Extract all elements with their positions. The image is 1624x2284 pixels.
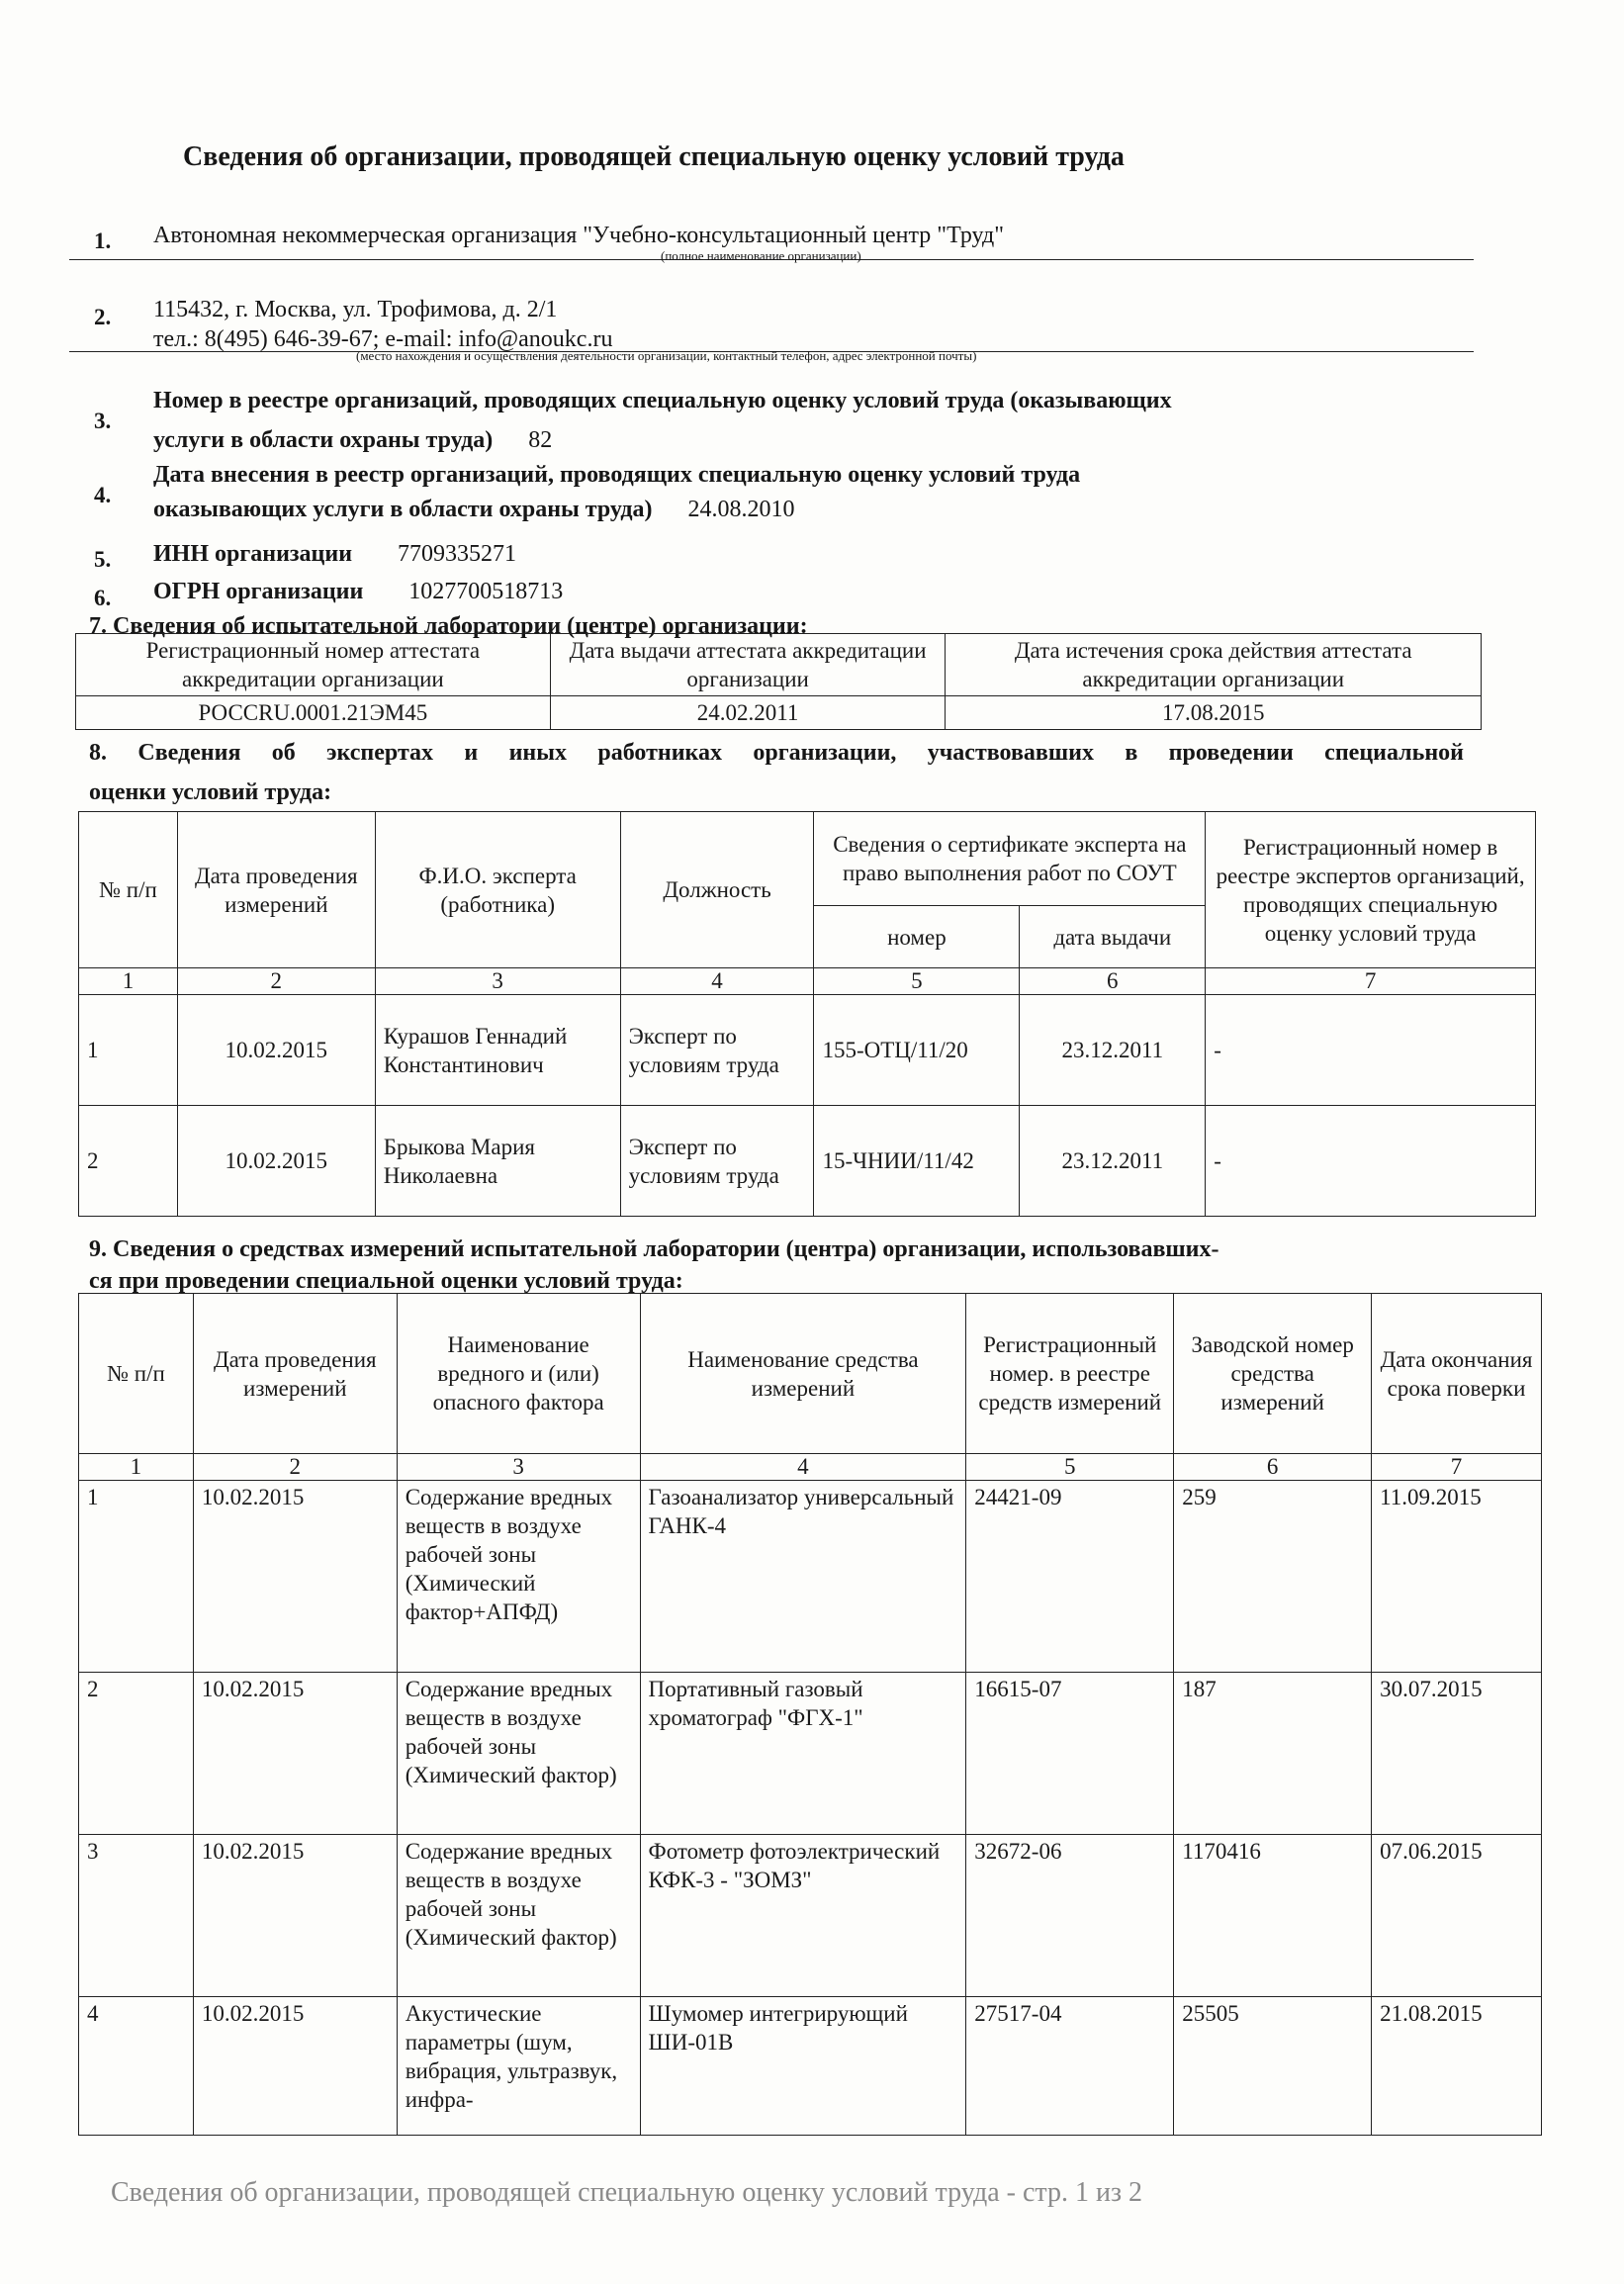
ogrn-label: ОГРН организации — [153, 579, 364, 604]
header-num: № п/п — [79, 1294, 194, 1454]
section-9-heading-line2: ся при проведении специальной оценки условий труда: — [89, 1268, 683, 1294]
document-title: Сведения об организации, проводящей специальную оценку условий труда — [183, 141, 1125, 172]
col-num: 1 — [79, 968, 178, 995]
instrument-registry-number: 24421-09 — [966, 1481, 1174, 1673]
section-8-heading-line1: 8. Сведения об экспертах и иных работниках организации, участвовавших в проведении специальной — [89, 740, 1464, 766]
expert-registry-number: - — [1206, 1106, 1536, 1217]
item-3-label-line2: услуги в области охраны труда) — [153, 427, 494, 453]
instrument-verification-date: 07.06.2015 — [1372, 1835, 1542, 1997]
instrument-name: Портативный газовый хроматограф "ФГХ-1" — [640, 1673, 966, 1835]
measuring-instruments-table — [78, 1293, 1542, 2136]
item-2-caption: (место нахождения и осуществления деятельности организации, контактный телефон, адрес электронной почты) — [356, 348, 977, 363]
header-certificate-date: дата выдачи — [1020, 906, 1206, 968]
organization-address: 115432, г. Москва, ул. Трофимова, д. 2/1 — [153, 297, 558, 322]
header-accreditation-number: Регистрационный номер аттестата аккредитации организации — [76, 634, 551, 696]
col-num: 7 — [1372, 1454, 1542, 1481]
header-num: № п/п — [79, 812, 178, 968]
expert-position: Эксперт по условиям труда — [620, 995, 814, 1106]
organization-contacts: тел.: 8(495) 646-39-67; e-mail: info@anoukc.ru — [153, 326, 613, 352]
item-5-number: 5. — [94, 547, 112, 572]
header-instrument: Наименование средства измерений — [640, 1294, 966, 1454]
instrument-serial-number: 1170416 — [1174, 1835, 1372, 1997]
instrument-serial-number: 259 — [1174, 1481, 1372, 1673]
expert-name: Брыкова Мария Николаевна — [375, 1106, 620, 1217]
header-position: Должность — [620, 812, 814, 968]
instrument-registry-number: 27517-04 — [966, 1997, 1174, 2136]
expert-position: Эксперт по условиям труда — [620, 1106, 814, 1217]
item-2-number: 2. — [94, 305, 112, 329]
instrument-serial-number: 187 — [1174, 1673, 1372, 1835]
inn-value: 7709335271 — [398, 541, 517, 567]
page-footer: Сведения об организации, проводящей специальную оценку условий труда - стр. 1 из 2 — [111, 2177, 1142, 2208]
col-num: 6 — [1174, 1454, 1372, 1481]
instrument-verification-date: 30.07.2015 — [1372, 1673, 1542, 1835]
col-num: 3 — [375, 968, 620, 995]
section-9-heading-line1: 9. Сведения о средствах измерений испытательной лаборатории (центра) организации, использовавших- — [89, 1236, 1219, 1262]
expert-name: Курашов Геннадий Константинович — [375, 995, 620, 1106]
header-verification-date: Дата окончания срока поверки — [1372, 1294, 1542, 1454]
header-certificate-number: номер — [814, 906, 1020, 968]
organization-full-name: Автономная некоммерческая организация "Учебно-консультационный центр "Труд" — [153, 223, 1005, 248]
instrument-measurement-date: 10.02.2015 — [193, 1997, 397, 2136]
accreditation-expiry-date: 17.08.2015 — [946, 696, 1482, 730]
header-accreditation-expiry-date: Дата истечения срока действия аттестата аккредитации организации — [946, 634, 1482, 696]
instrument-registry-number: 16615-07 — [966, 1673, 1174, 1835]
table-row — [79, 1481, 1542, 1673]
instrument-name: Шумомер интегрирующий ШИ-01В — [640, 1997, 966, 2136]
instrument-measurement-date: 10.02.2015 — [193, 1673, 397, 1835]
header-registry-number: Регистрационный номер в реестре экспертов организаций, проводящих специальную оценку условий труда — [1206, 812, 1536, 968]
instrument-name: Фотометр фотоэлектрический КФК-3 - "ЗОМЗ" — [640, 1835, 966, 1997]
expert-measurement-date: 10.02.2015 — [177, 1106, 375, 1217]
experts-table — [78, 811, 1536, 1217]
laboratory-accreditation-table — [75, 633, 1482, 730]
col-num: 2 — [177, 968, 375, 995]
header-fio: Ф.И.О. эксперта (работника) — [375, 812, 620, 968]
col-num: 1 — [79, 1454, 194, 1481]
table-row — [79, 1997, 1542, 2136]
expert-certificate-date: 23.12.2011 — [1020, 995, 1206, 1106]
accreditation-number: РОССRU.0001.21ЭМ45 — [76, 696, 551, 730]
instrument-factor: Содержание вредных веществ в воздухе рабочей зоны (Химический фактор+АПФД) — [397, 1481, 640, 1673]
instrument-factor: Акустические параметры (шум, вибрация, ультразвук, инфра- — [397, 1997, 640, 2136]
header-accreditation-issue-date: Дата выдачи аттестата аккредитации организации — [550, 634, 946, 696]
col-num: 5 — [814, 968, 1020, 995]
table-row — [79, 1106, 1536, 1217]
item-4-label-line1: Дата внесения в реестр организаций, проводящих специальную оценку условий труда — [153, 462, 1081, 488]
section-8-heading-line2: оценки условий труда: — [89, 779, 332, 805]
item-3-number: 3. — [94, 409, 112, 433]
item-3-label-line1: Номер в реестре организаций, проводящих специальную оценку условий труда (оказывающих — [153, 388, 1172, 413]
instrument-row-number: 3 — [79, 1835, 194, 1997]
header-date: Дата проведения измерений — [177, 812, 375, 968]
expert-certificate-number: 155-ОТЦ/11/20 — [814, 995, 1020, 1106]
instrument-registry-number: 32672-06 — [966, 1835, 1174, 1997]
table-row — [79, 1835, 1542, 1997]
section-7-heading: 7. Сведения об испытательной лаборатории (центре) организации: — [89, 613, 808, 639]
instrument-serial-number: 25505 — [1174, 1997, 1372, 2136]
instrument-verification-date: 21.08.2015 — [1372, 1997, 1542, 2136]
expert-row-number: 1 — [79, 995, 178, 1106]
item-1-caption: (полное наименование организации) — [661, 248, 861, 263]
header-factor: Наименование вредного и (или) опасного фактора — [397, 1294, 640, 1454]
col-num: 5 — [966, 1454, 1174, 1481]
expert-certificate-date: 23.12.2011 — [1020, 1106, 1206, 1217]
column-numbers-row — [79, 968, 1536, 995]
col-num: 3 — [397, 1454, 640, 1481]
item-4-label-line2: оказывающих услуги в области охраны труда) — [153, 497, 653, 522]
registry-date-value: 24.08.2010 — [687, 497, 795, 522]
expert-row-number: 2 — [79, 1106, 178, 1217]
item-6-number: 6. — [94, 586, 112, 610]
instrument-measurement-date: 10.02.2015 — [193, 1481, 397, 1673]
column-numbers-row — [79, 1454, 1542, 1481]
instrument-row-number: 1 — [79, 1481, 194, 1673]
col-num: 2 — [193, 1454, 397, 1481]
instrument-name: Газоанализатор универсальный ГАНК-4 — [640, 1481, 966, 1673]
header-serial-number: Заводской номер средства измерений — [1174, 1294, 1372, 1454]
expert-measurement-date: 10.02.2015 — [177, 995, 375, 1106]
col-num: 4 — [620, 968, 814, 995]
col-num: 7 — [1206, 968, 1536, 995]
expert-registry-number: - — [1206, 995, 1536, 1106]
expert-certificate-number: 15-ЧНИИ/11/42 — [814, 1106, 1020, 1217]
accreditation-issue-date: 24.02.2011 — [550, 696, 946, 730]
item-1-number: 1. — [94, 228, 112, 253]
col-num: 4 — [640, 1454, 966, 1481]
table-row — [79, 995, 1536, 1106]
col-num: 6 — [1020, 968, 1206, 995]
instrument-measurement-date: 10.02.2015 — [193, 1835, 397, 1997]
header-certificate: Сведения о сертификате эксперта на право выполнения работ по СОУТ — [814, 812, 1206, 906]
instrument-row-number: 2 — [79, 1673, 194, 1835]
instrument-row-number: 4 — [79, 1997, 194, 2136]
instrument-factor: Содержание вредных веществ в воздухе рабочей зоны (Химический фактор) — [397, 1673, 640, 1835]
inn-label: ИНН организации — [153, 541, 353, 567]
instrument-factor: Содержание вредных веществ в воздухе рабочей зоны (Химический фактор) — [397, 1835, 640, 1997]
header-registry-number: Регистрационный номер. в реестре средств измерений — [966, 1294, 1174, 1454]
item-4-number: 4. — [94, 483, 112, 507]
table-row — [79, 1673, 1542, 1835]
header-date: Дата проведения измерений — [193, 1294, 397, 1454]
registry-number-value: 82 — [528, 427, 553, 453]
instrument-verification-date: 11.09.2015 — [1372, 1481, 1542, 1673]
ogrn-value: 1027700518713 — [408, 579, 564, 604]
